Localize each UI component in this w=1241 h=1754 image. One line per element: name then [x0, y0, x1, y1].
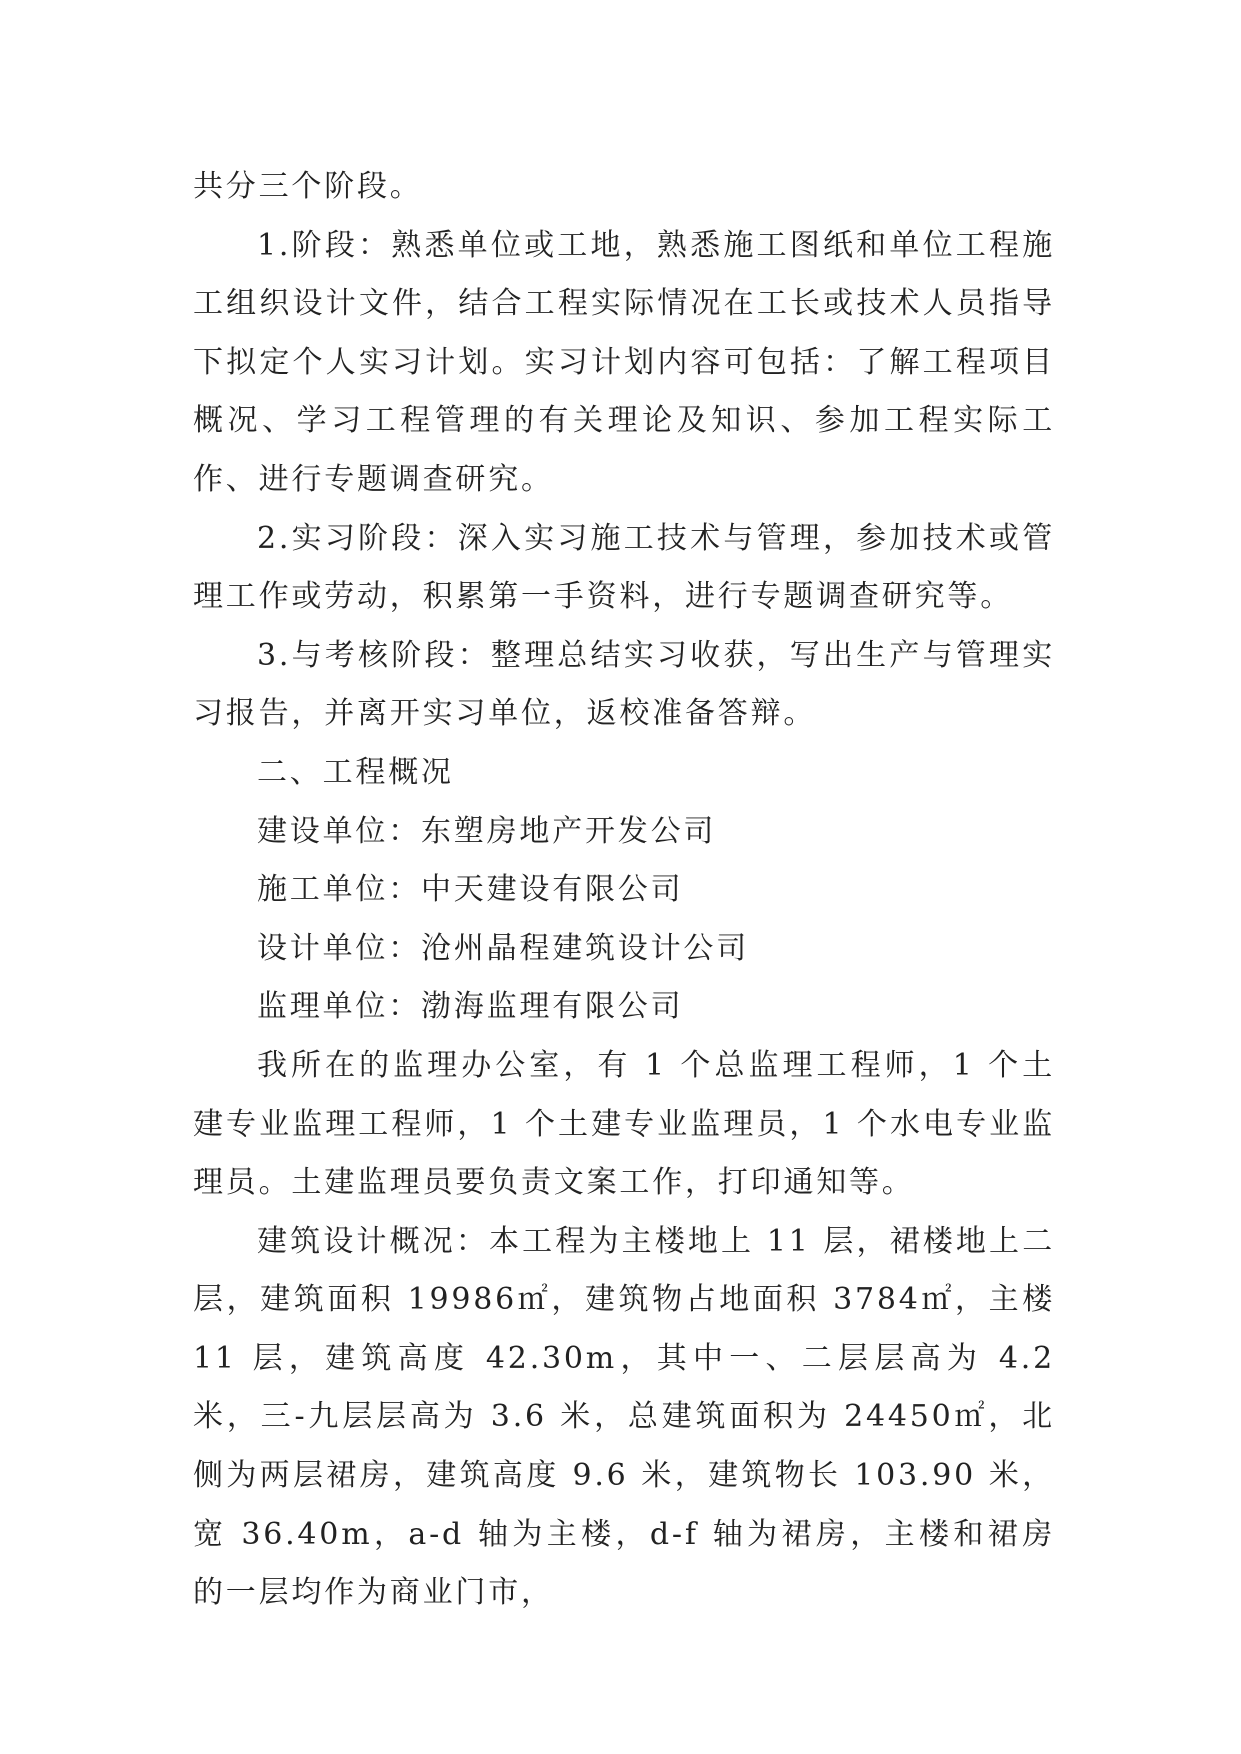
paragraph-construction-unit: 建设单位：东塑房地产开发公司	[257, 813, 717, 849]
paragraph-intro: 共分三个阶段。	[193, 169, 423, 204]
paragraph-stage-2: 2.实习阶段：深入实习施工技术与管理，参加技术或管理工作或劳动，积累第一手资料，进行专题调查研究等。	[193, 520, 1055, 615]
paragraph-builder-unit: 施工单位：中天建设有限公司	[257, 872, 684, 908]
paragraph-stage-1: 1.阶段：熟悉单位或工地，熟悉施工图纸和单位工程施工组织设计文件，结合工程实际情况在工长或技术人员指导下拟定个人实习计划。实习计划内容可包括：了解工程项目概况、学习工程管理的有关理论及知识、参加工程实际工作、进行专题调查研究。	[193, 227, 1055, 497]
paragraph-office-staff: 我所在的监理办公室，有 1 个总监理工程师，1 个土建专业监理工程师，1 个土建专业监理员，1 个水电专业监理员。土建监理员要负责文案工作，打印通知等。	[193, 1047, 1055, 1201]
paragraph-building-design: 建筑设计概况：本工程为主楼地上 11 层，裙楼地上二层，建筑面积 19986㎡，建筑物占地面积 3784㎡，主楼 11 层，建筑高度 42.30m，其中一、二层层高为 4.2 米，三-九层层高为 3.6 米，总建筑面积为 24450㎡，北侧为两层裙房，建筑高度 9.6 米，建筑物长 103.90 米，宽 36.40m，a-d 轴为主楼，d-f 轴为裙房，主楼和裙房的一层均作为商业门市，	[193, 1223, 1055, 1611]
paragraph-design-unit: 设计单位：沧州晶程建筑设计公司	[257, 930, 749, 966]
paragraph-stage-3: 3.与考核阶段：整理总结实习收获，写出生产与管理实习报告，并离开实习单位，返校准备答辩。	[193, 637, 1055, 732]
section-heading: 二、工程概况	[257, 754, 454, 790]
document-body	[193, 158, 1055, 1623]
paragraph-supervision-unit: 监理单位：渤海监理有限公司	[257, 989, 684, 1025]
